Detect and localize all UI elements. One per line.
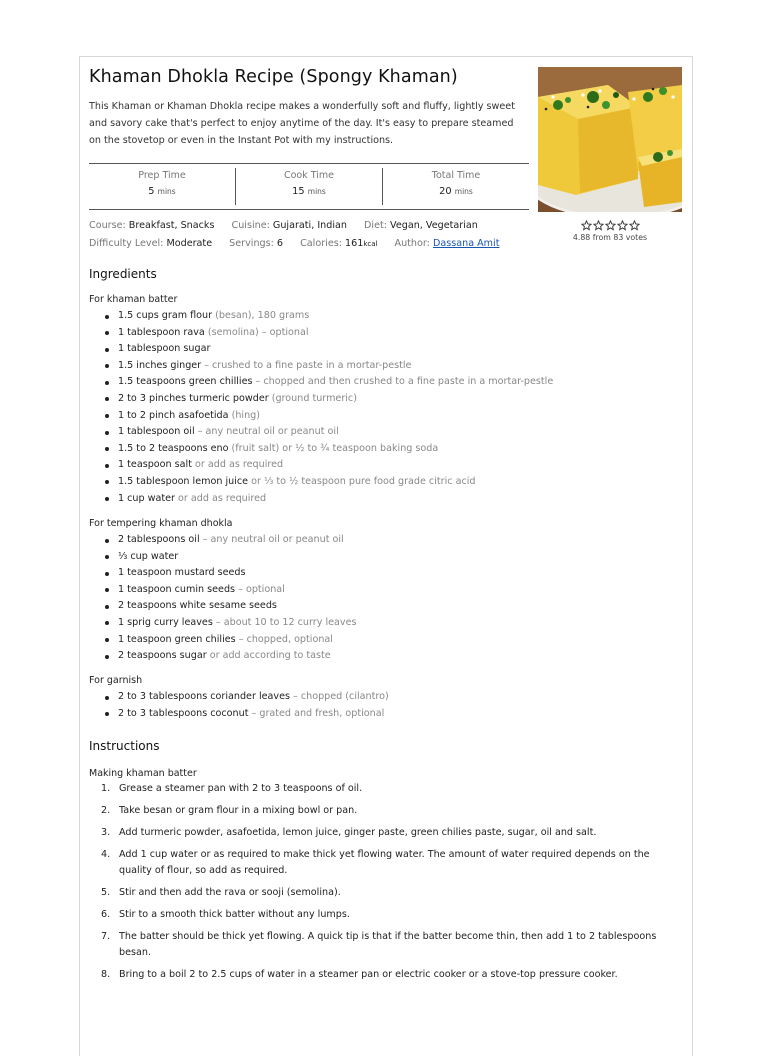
instruction-group-title: Making khaman batter [89,768,197,779]
ingredient-main: 1 teaspoon salt [118,459,192,471]
ingredient-note: (ground turmeric) [268,392,357,404]
ingredient-item [89,648,356,665]
step-number: 2. [101,805,111,816]
difficulty-label: Difficulty Level: [89,238,164,249]
time-value [89,186,235,197]
instruction-step [89,967,679,983]
rating-block [538,220,682,242]
ingredient-item [89,598,356,615]
ingredient-note: – any neutral oil or peanut oil [199,534,344,545]
time-label: Prep Time [138,170,186,181]
ingredient-note: – about 10 to 12 curry leaves [212,616,357,628]
ingredient-list [89,308,553,507]
servings-label: Servings: [229,238,274,249]
step-number: 7. [101,931,111,942]
ingredient-list [89,532,356,665]
ingredient-item [89,532,356,549]
recipe-title: Khaman Dhokla Recipe (Spongy Khaman) [89,67,458,87]
star-icon[interactable] [617,220,628,231]
ingredient-main: 2 to 3 tablespoons coconut [118,707,249,719]
step-text: Grease a steamer pan with 2 to 3 teaspoons of oil. [119,783,363,794]
step-number: 5. [101,887,111,898]
ingredient-main: 2 teaspoons sugar [118,650,207,662]
recipe-intro: This Khaman or Khaman Dhokla recipe makes a wonderfully soft and fluffy, lightly sweet and savory cake that's perfect to enjoy anytime of the day. It's easy to prepare steamed on the stovetop or even in the Instant Pot with my instructions. [89,101,515,146]
ingredient-item [89,457,553,474]
ingredient-main: 1 teaspoon mustard seeds [118,567,246,579]
ingredient-note: – chopped, optional [235,633,333,645]
instruction-step [89,803,679,819]
recipe-meta [89,217,499,253]
time-label: Cook Time [283,170,335,181]
ingredient-main: 2 to 3 pinches turmeric powder [118,392,269,404]
ingredient-note: or add according to taste [206,650,331,662]
ingredient-main: 2 teaspoons white sesame seeds [118,600,277,612]
ingredient-note: or add as required [174,492,267,504]
time-number: 20 [439,186,455,197]
time-unit: mins [157,187,176,196]
ingredient-main: 2 tablespoons oil [118,534,200,545]
ingredient-item [89,632,356,649]
time-value [236,186,382,197]
time-column [382,168,529,205]
course-value: Breakfast, Snacks [128,220,215,231]
ingredient-note: or add as required [191,459,284,471]
ingredient-main: 2 to 3 tablespoons coriander leaves [118,691,290,702]
step-text: Take besan or gram flour in a mixing bowl or pan. [119,805,358,816]
ingredient-item [89,341,553,358]
ingredient-main: 1.5 teaspoons green chillies [118,376,253,388]
ingredient-main: 1 teaspoon cumin seeds [118,583,236,595]
recipe-card [79,56,693,1056]
step-text: Add turmeric powder, asafoetida, lemon juice, ginger paste, green chilies paste, sugar, oil and salt. [119,827,597,838]
ingredient-item [89,615,356,632]
time-unit: mins [307,187,326,196]
ingredient-item [89,308,553,325]
ingredient-main: 1.5 tablespoon lemon juice [118,475,249,487]
ingredient-main: 1 tablespoon sugar [118,343,211,355]
ingredient-note: – chopped and then crushed to a fine paste in a mortar-pestle [252,376,554,388]
ingredient-item [89,549,356,566]
ingredient-main: 1 cup water [118,492,175,504]
instructions-heading: Instructions [89,739,160,753]
step-number: 8. [101,969,111,980]
star-icon[interactable] [629,220,640,231]
ingredient-note: (hing) [228,409,260,421]
ingredient-note: (besan), 180 grams [212,310,310,321]
ingredient-note: – grated and fresh, optional [248,707,385,719]
ingredient-note: or ⅓ to ½ teaspoon pure food grade citric acid [248,475,476,487]
instruction-step [89,907,679,923]
ingredient-item [89,441,553,458]
ingredient-item [89,358,553,375]
ingredient-main: 1 tablespoon oil [118,426,195,438]
ingredient-note: – optional [235,583,285,595]
cuisine-label: Cuisine: [231,220,270,231]
ingredient-item [89,391,553,408]
instruction-step [89,847,679,879]
step-text: Stir and then add the rava or sooji (semolina). [119,887,341,898]
instruction-step [89,825,679,841]
ingredient-item [89,374,553,391]
time-number: 5 [148,186,158,197]
meta-row-2 [89,235,499,253]
difficulty-value: Moderate [166,238,213,249]
ingredient-item [89,491,553,508]
ingredient-main: 1 teaspoon green chilies [118,633,236,645]
ingredient-item [89,582,356,599]
time-table [89,163,529,210]
ingredient-item [89,706,389,723]
star-icon[interactable] [581,220,592,231]
ingredient-main: 1.5 inches ginger [118,359,202,371]
ingredient-group-title: For tempering khaman dhokla [89,518,233,529]
servings-value[interactable]: 6 [276,238,284,249]
step-text: Bring to a boil 2 to 2.5 cups of water in a steamer pan or electric cooker or a stove-top pressure cooker. [119,969,618,980]
cuisine-value: Gujarati, Indian [272,220,347,231]
instruction-step [89,885,679,901]
rating-votes: 4.88 from 83 votes [572,233,648,242]
ingredient-item [89,408,553,425]
ingredient-group-title: For khaman batter [89,294,178,305]
dhokla-photo [538,67,682,212]
rating-stars[interactable] [538,220,682,231]
calories-value: 161 [345,238,364,249]
ingredient-main: ⅓ cup water [118,550,179,562]
ingredient-main: 1 to 2 pinch asafoetida [118,409,229,421]
course-label: Course: [89,220,126,231]
diet-label: Diet: [364,220,387,231]
time-value [383,186,529,197]
instruction-steps [89,781,679,989]
ingredient-item [89,689,389,706]
calories-label: Calories: [300,238,342,249]
ingredient-note: – chopped (cilantro) [289,691,389,702]
ingredient-main: 1.5 cups gram flour [118,310,213,321]
step-number: 6. [101,909,111,920]
time-column [235,168,382,205]
calories-unit: kcal [363,240,378,248]
time-column [89,164,235,209]
step-number: 1. [101,783,111,794]
ingredients-heading: Ingredients [89,267,157,281]
ingredient-main: 1 sprig curry leaves [118,616,213,628]
step-number: 4. [101,849,111,860]
time-number: 15 [292,186,308,197]
ingredient-note: (fruit salt) or ½ to ¾ teaspoon baking soda [228,442,439,454]
ingredient-note: (semolina) – optional [204,326,309,338]
ingredient-group-title: For garnish [89,675,143,686]
time-label: Total Time [431,170,481,181]
ingredient-item [89,325,553,342]
ingredient-main: 1 tablespoon rava [118,326,205,338]
ingredient-note: – any neutral oil or peanut oil [194,426,339,438]
step-text: The batter should be thick yet flowing. A quick tip is that if the batter become thin, then add 1 to 2 tablespoons besan. [119,931,657,958]
star-icon[interactable] [593,220,604,231]
ingredient-note: – crushed to a fine paste in a mortar-pestle [201,359,412,371]
author-label: Author: [394,238,430,249]
instruction-step [89,781,679,797]
ingredient-item [89,565,356,582]
step-text: Stir to a smooth thick batter without any lumps. [119,909,350,920]
ingredient-item [89,424,553,441]
dhokla-image-icon [538,67,682,212]
star-icon[interactable] [605,220,616,231]
step-number: 3. [101,827,111,838]
ingredient-item [89,474,553,491]
step-text: Add 1 cup water or as required to make thick yet flowing water. The amount of water required depends on the quality of flour, so add as required. [119,849,650,876]
diet-value: Vegan, Vegetarian [390,220,478,231]
ingredient-list [89,689,389,722]
author-link[interactable]: Dassana Amit [432,238,500,249]
meta-row-1 [89,217,499,235]
time-unit: mins [454,187,473,196]
instruction-step [89,929,679,961]
ingredient-main: 1.5 to 2 teaspoons eno [118,442,229,454]
